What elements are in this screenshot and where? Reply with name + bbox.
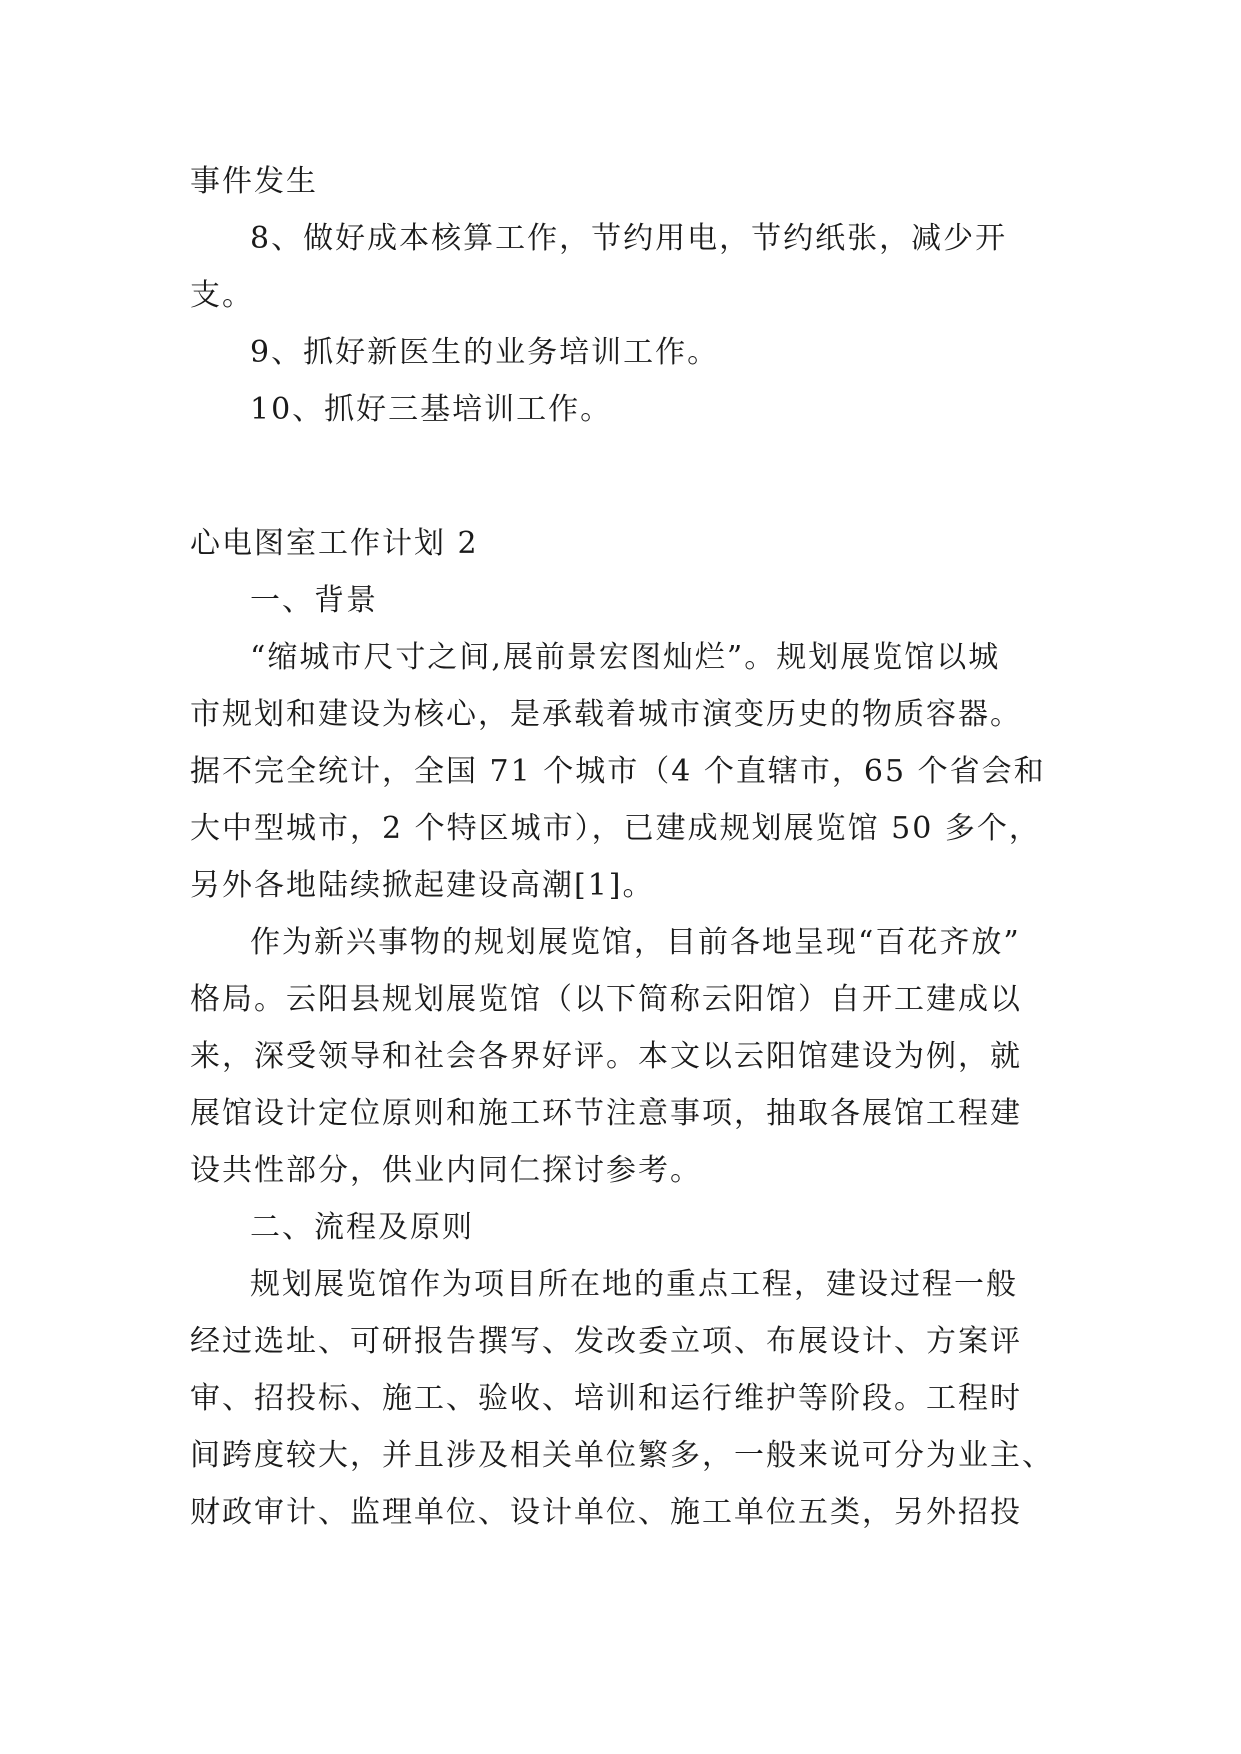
paragraph-line: 审、招投标、施工、验收、培训和运行维护等阶段。工程时 <box>190 1381 1022 1416</box>
paragraph-line: 来，深受领导和社会各界好评。本文以云阳馆建设为例，就 <box>190 1039 1022 1074</box>
list-item-10: 10、抓好三基培训工作。 <box>250 392 613 427</box>
paragraph-line: 另外各地陆续掀起建设高潮[1]。 <box>190 868 655 903</box>
section-title: 心电图室工作计划 2 <box>190 526 479 561</box>
heading-process: 二、流程及原则 <box>250 1210 474 1245</box>
paragraph-line: 市规划和建设为核心，是承载着城市演变历史的物质容器。 <box>190 697 1022 732</box>
paragraph-line: 经过选址、可研报告撰写、发改委立项、布展设计、方案评 <box>190 1324 1022 1359</box>
list-item-9: 9、抓好新医生的业务培训工作。 <box>250 335 720 370</box>
paragraph-line: 格局。云阳县规划展览馆（以下简称云阳馆）自开工建成以 <box>190 982 1022 1017</box>
text-line: 支。 <box>190 278 254 313</box>
paragraph-line: 间跨度较大，并且涉及相关单位繁多，一般来说可分为业主、 <box>190 1438 1054 1473</box>
paragraph-line: “缩城市尺寸之间,展前景宏图灿烂”。规划展览馆以城 <box>250 640 1001 675</box>
paragraph-line: 展馆设计定位原则和施工环节注意事项，抽取各展馆工程建 <box>190 1096 1022 1131</box>
heading-background: 一、背景 <box>250 583 378 618</box>
paragraph-line: 规划展览馆作为项目所在地的重点工程，建设过程一般 <box>250 1267 1018 1302</box>
paragraph-line: 财政审计、监理单位、设计单位、施工单位五类，另外招投 <box>190 1495 1022 1530</box>
text-line: 事件发生 <box>190 164 318 199</box>
list-item-8: 8、做好成本核算工作，节约用电，节约纸张，减少开 <box>250 221 1008 256</box>
paragraph-line: 作为新兴事物的规划展览馆，目前各地呈现“百花齐放” <box>250 925 1021 960</box>
paragraph-line: 设共性部分，供业内同仁探讨参考。 <box>190 1153 702 1188</box>
paragraph-line: 据不完全统计，全国 71 个城市（4 个直辖市，65 个省会和 <box>190 754 1046 789</box>
paragraph-line: 大中型城市，2 个特区城市），已建成规划展览馆 50 多个， <box>190 811 1041 846</box>
